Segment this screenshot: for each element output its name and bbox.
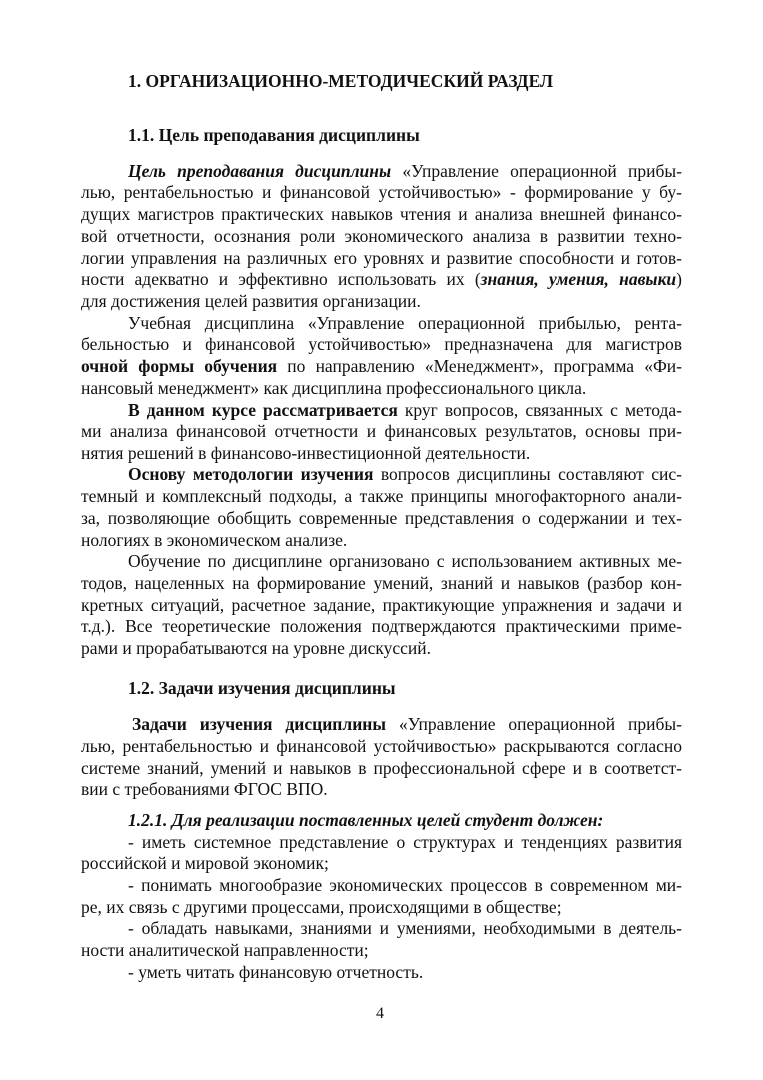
paragraph-1-line-3: дущих магистров практических навыков чтения и анализа внешней финансо- <box>81 204 682 224</box>
paragraph-3-lead: В данном курсе рассматривается <box>128 400 398 420</box>
list-item-3-line-2: ности аналитической направленности; <box>81 940 369 960</box>
list-item-2-line-2: ре, их связь с другими процессами, происходящими в обществе; <box>81 897 562 917</box>
paragraph-1-line-4: вой отчетности, осознания роли экономического анализа в развитии техно- <box>81 226 682 246</box>
paragraph-2-line-3: очной формы обучения по направлению «Менеджмент», программа «Фи- <box>81 356 682 376</box>
paragraph-1-line-2: лью, рентабельностью и финансовой устойчивостью» - формирование у бу- <box>81 182 682 202</box>
subsection-title-1-2-1: 1.2.1. Для реализации поставленных целей студент должен: <box>128 810 604 830</box>
paragraph-6-line-1: Задачи изучения дисциплины «Управление операционной прибы- <box>132 714 682 734</box>
paragraph-2-line-2: бельностью и финансовой устойчивостью» предназначена для магистров <box>81 334 682 354</box>
paragraph-4-lead: Основу методологии изучения <box>128 464 374 484</box>
paragraph-5-line-3: кретных ситуаций, расчетное задание, практикующие упражнения и задачи и <box>81 595 682 615</box>
paragraph-6-line-4: вии с требованиями ФГОС ВПО. <box>81 779 328 799</box>
paragraph-5-line-2: тодов, нацеленных на формирование умений, знаний и навыков (разбор кон- <box>81 573 682 593</box>
paragraph-3-line-3: нятия решений в финансово-инвестиционной деятельности. <box>81 443 531 463</box>
list-item-3-line-1: - обладать навыками, знаниями и умениями, необходимыми в деятель- <box>128 918 682 938</box>
paragraph-5-line-4: т.д.). Все теоретические положения подтверждаются практическими приме- <box>81 616 682 636</box>
list-item-2-line-1: - понимать многообразие экономических процессов в современном ми- <box>128 875 682 895</box>
list-item-4-line-1: - уметь читать финансовую отчетность. <box>128 962 424 982</box>
paragraph-6-lead: Задачи изучения дисциплины <box>132 714 387 734</box>
section-title: 1. ОРГАНИЗАЦИОННО-МЕТОДИЧЕСКИЙ РАЗДЕЛ <box>128 71 554 91</box>
subsection-title-1-1: 1.1. Цель преподавания дисциплины <box>128 125 420 145</box>
paragraph-5-line-1: Обучение по дисциплине организовано с использованием активных ме- <box>128 551 682 571</box>
paragraph-6-line-2: лью, рентабельностью и финансовой устойчивостью» раскрываются согласно <box>81 736 682 756</box>
subsection-title-1-2: 1.2. Задачи изучения дисциплины <box>128 678 396 698</box>
paragraph-4-line-2: темный и комплексный подходы, а также принципы многофакторного анали- <box>81 486 682 506</box>
page-number: 4 <box>376 1005 384 1022</box>
list-item-1-line-1: - иметь системное представление о структурах и тенденциях развития <box>128 832 682 852</box>
paragraph-6-line-3: системе знаний, умений и навыков в профессиональной сфере и в соответст- <box>81 758 682 778</box>
paragraph-4-line-4: нологиях в экономическом анализе. <box>81 530 348 550</box>
paragraph-1-line-7: для достижения целей развития организации. <box>81 291 421 311</box>
paragraph-2-line-1: Учебная дисциплина «Управление операционной прибылью, рента- <box>128 313 682 333</box>
paragraph-1-line-5: логии управления на различных его уровнях и развитие способности и готов- <box>81 248 682 268</box>
list-item-1-line-2: российской и мировой экономик; <box>81 853 329 873</box>
paragraph-2-line-4: нансовый менеджмент» как дисциплина профессионального цикла. <box>81 378 587 398</box>
paragraph-3-line-2: ми анализа финансовой отчетности и финансовых результатов, основы при- <box>81 421 682 441</box>
paragraph-1-lead: Цель преподавания дисциплины <box>128 161 392 181</box>
paragraph-5-line-5: рами и прорабатываются на уровне дискуссий. <box>81 638 431 658</box>
paragraph-1-line-1: Цель преподавания дисциплины «Управление операционной прибы- <box>128 161 682 181</box>
paragraph-2-emphasis: очной формы обучения <box>81 356 278 376</box>
paragraph-1-emphasis: знания, умения, навыки <box>480 269 677 289</box>
paragraph-1-line-6: ности адекватно и эффективно использовать их (знания, умения, навыки) <box>81 269 682 289</box>
paragraph-4-line-1: Основу методологии изучения вопросов дисциплины составляют сис- <box>128 464 683 484</box>
paragraph-3-line-1: В данном курсе рассматривается круг вопросов, связанных с метода- <box>128 400 682 420</box>
paragraph-4-line-3: за, позволяющие обобщить современные представления о содержании и тех- <box>81 508 682 528</box>
